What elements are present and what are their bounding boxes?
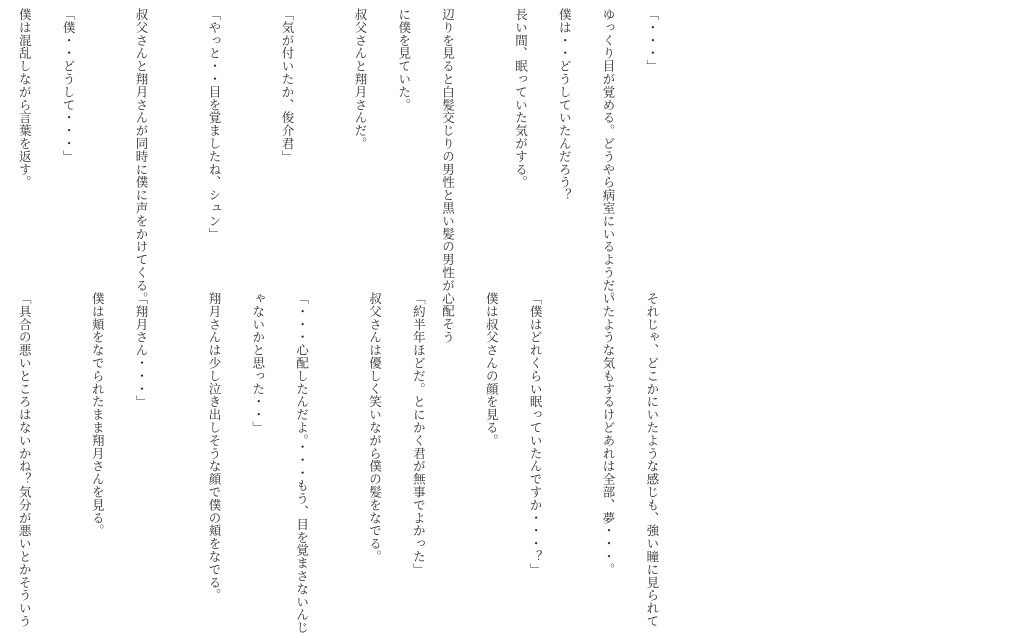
text-line: 僕は混乱しながら言葉を返す。 [17, 8, 33, 189]
text-line: 叔父さんは優しく笑いながら僕の髪をなでる。 [367, 292, 383, 563]
text-line: ゆっくり目が覚める。どうやら病室にいるようだ。 [601, 8, 617, 305]
text-line: 「やっと・・目を覚ましたね、シュン」 [207, 8, 222, 241]
text-line: 僕は・・どうしていたんだろう？ [557, 8, 573, 202]
text-line: 「約半年ほどだ。とにかく君が無事でよかった」 [411, 292, 427, 576]
text-line: 辺りを見ると白髪交じりの男性と黒い髪の男性が心配そう [440, 8, 456, 344]
text-line: 翔月さんは少し泣き出しそうな顔で僕の頬をなでる。 [207, 292, 222, 602]
text-line: 叔父さんと翔月さんだ。 [352, 8, 368, 150]
text-line: 「・・・心配したんだよ。・・・もう、目を覚まさないんじ [294, 292, 310, 634]
text-line: ゃないかと思った・・」 [250, 292, 266, 434]
text-line: 「僕・・どうして・・・」 [61, 8, 77, 163]
text-block-top [0, 8, 688, 344]
text-line: 僕は頬をなでられたまま翔月さんを見る。 [90, 292, 106, 538]
text-line: 僕は叔父さんの顔を見る。 [484, 292, 500, 447]
text-line: それじゃ、どこかにいたような感じも、強い瞳に見られて [644, 292, 660, 628]
text-line: 長い間、眠っていた気がする。 [513, 8, 529, 189]
text-line: 叔父さんと翔月さんが同時に僕に声をかけてくる。 [134, 8, 150, 305]
text-line: 「具合の悪いところはないかね？気分が悪いとかそういう [17, 292, 33, 628]
text-line: 「僕はどれくらい眠っていたんですか・・・？」 [528, 292, 544, 576]
text-block-bottom [0, 292, 688, 634]
text-line: に僕を見ていた。 [396, 8, 412, 112]
text-line: いたような気もするけどあれは全部、夢・・・。 [601, 292, 617, 576]
text-line: 「・・・」 [644, 8, 660, 73]
text-line: 「翔月さん・・・」 [134, 292, 150, 409]
text-line: 「気が付いたか、俊介君」 [279, 8, 295, 163]
